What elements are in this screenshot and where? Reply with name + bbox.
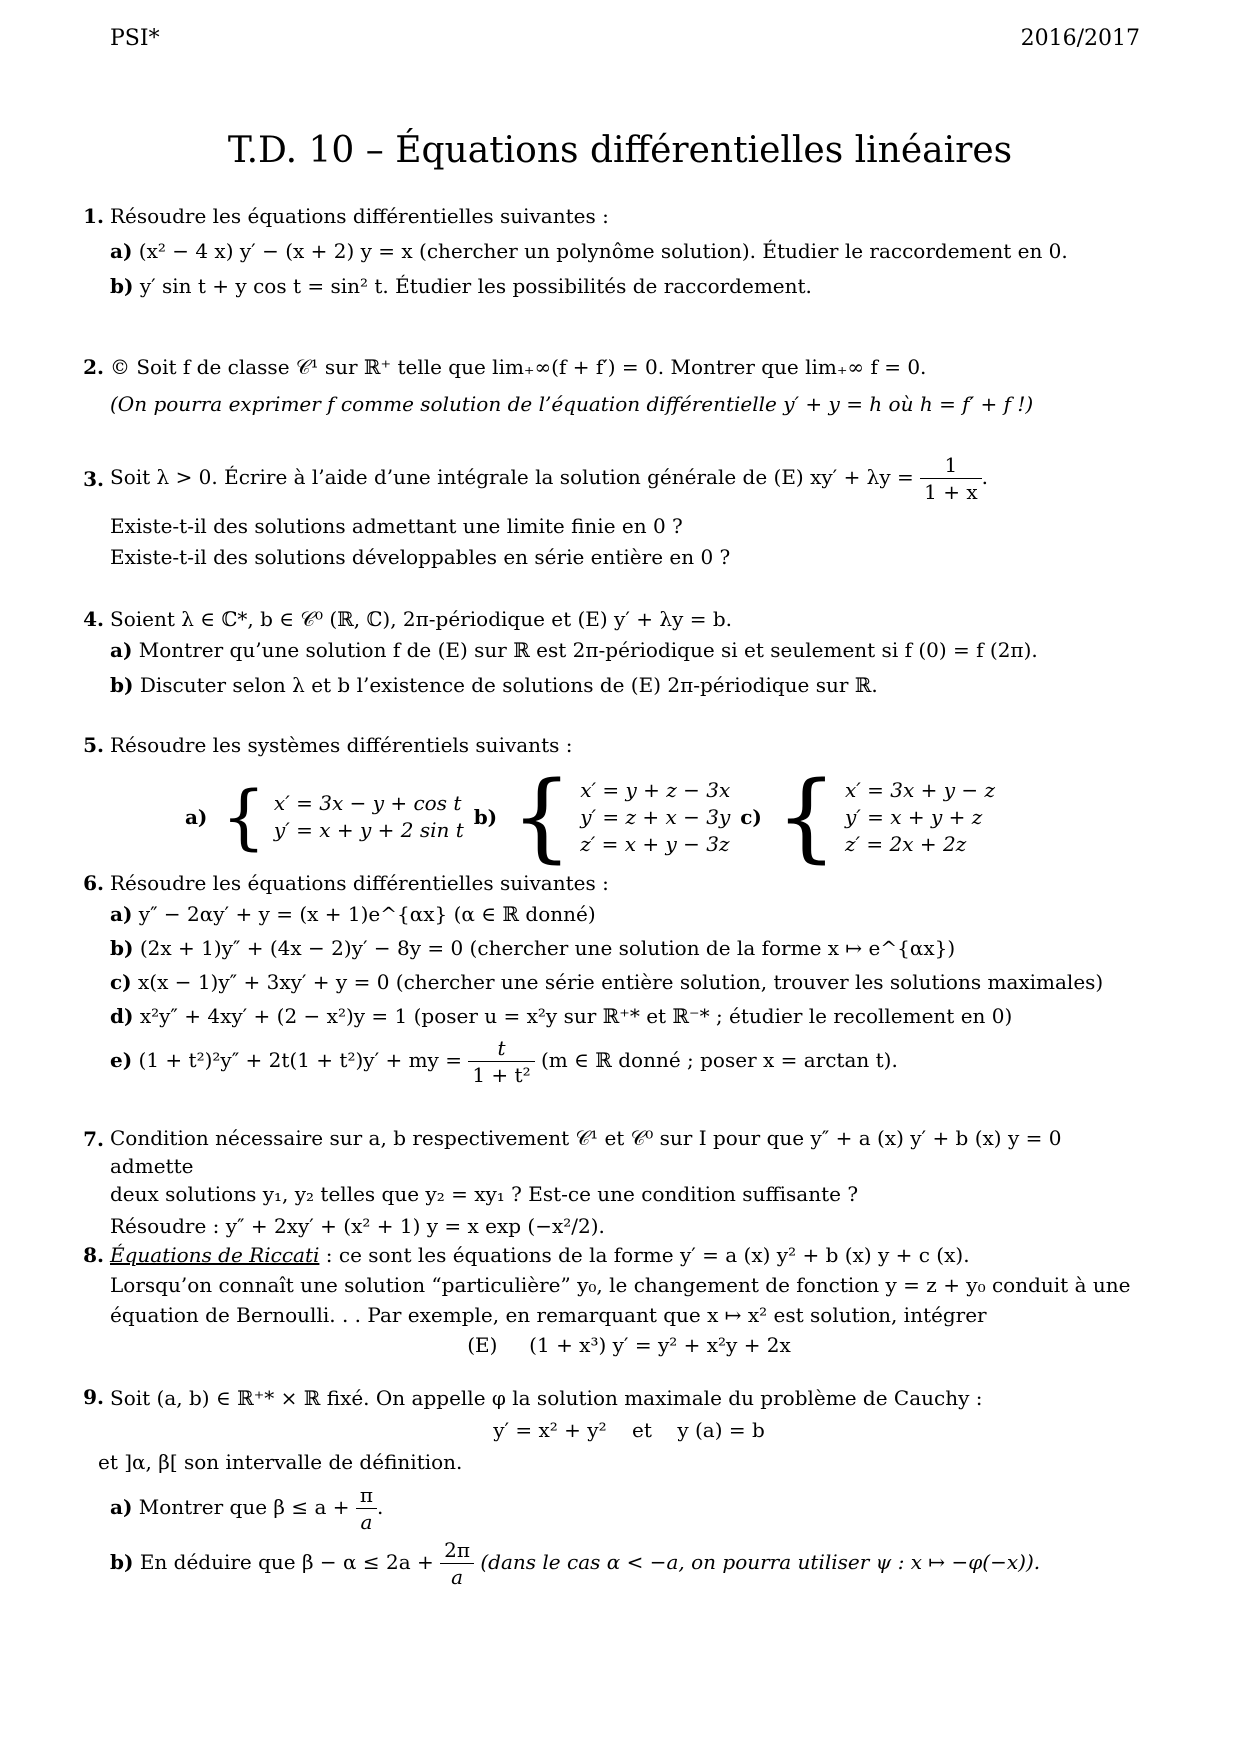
exercise-part-a: [110, 236, 1148, 267]
exercise-8: [78, 1240, 1148, 1360]
exercise-number: 2.: [83, 355, 104, 379]
exercise-question: Existe-t-il des solutions développables en série entière en 0 ?: [110, 545, 731, 569]
part-text: x²y″ + 4xy′ + (2 − x²)y = 1 (poser u = x²y sur ℝ⁺* et ℝ⁻* ; étudier le recollement en 0): [139, 1004, 1013, 1028]
part-label: e): [110, 1048, 133, 1072]
exercise-part-b: [110, 670, 1148, 701]
exercise-question: Existe-t-il des solutions admettant une limite finie en 0 ?: [110, 514, 683, 538]
left-brace-icon: {: [221, 776, 266, 858]
part-text: y′ sin t + y cos t = sin² t. Étudier les possibilités de raccordement.: [139, 274, 812, 298]
exercise-statement: équation de Bernoulli. . . Par exemple, en remarquant que x ↦ x² est solution, intégrer: [110, 1303, 987, 1327]
fraction: [440, 1537, 474, 1590]
exercise-statement: Lorsqu’on connaît une solution “particulière” y₀, le changement de fonction y = z + y₀ conduit à une: [110, 1273, 1131, 1297]
exercise-statement: Soit (a, b) ∈ ℝ⁺* × ℝ fixé. On appelle φ la solution maximale du problème de Cauchy :: [110, 1386, 983, 1410]
exercise-3: [78, 452, 1148, 573]
part-text: Discuter selon λ et b l’existence de solutions de (E) 2π-périodique sur ℝ.: [139, 673, 878, 697]
exercise-2: [78, 352, 1148, 420]
exercise-statement: © Soit f de classe 𝒞¹ sur ℝ⁺ telle que lim₊∞(f + f′) = 0. Montrer que lim₊∞ f = 0.: [110, 355, 927, 379]
exercise-9: [78, 1382, 1148, 1590]
exercise-intro: Résoudre les équations différentielles suivantes :: [110, 204, 609, 228]
fraction-denominator: 1 + t²: [472, 1063, 531, 1087]
exercise-statement: et ]α, β[ son intervalle de définition.: [98, 1450, 463, 1474]
exercise-number: 4.: [83, 607, 104, 631]
exercise-part-a: [110, 899, 1148, 930]
system-equation: z′ = x + y − 3z: [580, 831, 730, 856]
part-hint: (dans le cas α < −a, on pourra utiliser ψ : x ↦ −φ(−x)).: [480, 1550, 1041, 1574]
system-equation: y′ = z + x − 3y: [580, 804, 731, 829]
system-label: b): [473, 804, 498, 829]
header-year: 2016/2017: [1020, 26, 1140, 51]
exercise-number: 3.: [83, 467, 104, 491]
exercise-intro: Résoudre les systèmes différentiels suivants :: [110, 733, 573, 757]
exercise-5: [78, 730, 1148, 873]
exercise-statement: Soit λ > 0. Écrire à l’aide d’une intégrale la solution générale de (E) xy′ + λy = $\frac{1}{1 + x}$ .: [110, 453, 988, 504]
exercise-equation: (E) (1 + x³) y′ = y² + x²y + 2x: [467, 1333, 791, 1357]
exercise-part-b: [110, 271, 1148, 302]
fraction-denominator: a: [360, 1510, 373, 1534]
fraction-numerator: 1: [920, 452, 981, 479]
part-label: a): [110, 1495, 133, 1519]
part-label: c): [110, 970, 132, 994]
exercise-intro: Soient λ ∈ ℂ*, b ∈ 𝒞⁰ (ℝ, ℂ), 2π-périodique et (E) y′ + λy = b.: [110, 607, 732, 631]
systems-row: [180, 761, 1000, 873]
exercise-part-d: [110, 1001, 1148, 1032]
fraction-numerator: 2π: [440, 1537, 474, 1564]
exercise-intro: Résoudre les équations différentielles suivantes :: [110, 871, 609, 895]
part-text: y″ − 2αy′ + y = (x + 1)e^{αx} (α ∈ ℝ donné): [138, 902, 596, 926]
system-label: c): [740, 804, 762, 829]
exercise-4: [78, 604, 1148, 701]
exercise-number: 8.: [83, 1243, 104, 1267]
part-label: a): [110, 239, 133, 263]
exercise-6: [78, 868, 1148, 1088]
system-a: [185, 769, 464, 865]
part-label: a): [110, 902, 133, 926]
exercise-number: 5.: [83, 733, 104, 757]
fraction-denominator: 1 + x: [924, 480, 978, 504]
exercise-number: 7.: [83, 1127, 104, 1151]
exercise-part-a: [110, 635, 1148, 666]
fraction: [920, 452, 981, 505]
fraction: [468, 1035, 534, 1088]
page-title: T.D. 10 – Équations différentielles linéaires: [227, 130, 1013, 171]
exercise-title: Équations de Riccati: [110, 1243, 320, 1267]
exercise-part-b: [110, 933, 1148, 964]
system-equation: x′ = 3x + y − z: [844, 777, 996, 802]
system-equation: z′ = 2x + 2z: [844, 831, 967, 856]
part-label: b): [110, 274, 134, 298]
fraction-numerator: π: [356, 1482, 377, 1509]
system-label: a): [184, 804, 208, 829]
exercise-hint: (On pourra exprimer f comme solution de l’équation différentielle y′ + y = h où h = f′ + f !): [110, 392, 1034, 416]
part-label: a): [110, 638, 133, 662]
fraction: [356, 1482, 377, 1535]
exercise-number: 6.: [83, 871, 104, 895]
statement-text: Soit λ > 0. Écrire à l’aide d’une intégrale la solution générale de (E) xy′ + λy =: [110, 465, 914, 489]
exercise-1: [78, 201, 1148, 302]
exercise-number: 1.: [83, 204, 104, 228]
fraction-numerator: t: [468, 1035, 534, 1062]
system-b: [473, 761, 731, 873]
part-text: Montrer qu’une solution f de (E) sur ℝ est 2π-périodique si et seulement si f (0) = f (2π).: [138, 638, 1038, 662]
part-text: (1 + t²)²y″ + 2t(1 + t²)y′ + my =: [138, 1048, 462, 1072]
part-label: b): [110, 673, 134, 697]
fraction-denominator: a: [451, 1565, 464, 1589]
part-label: b): [110, 936, 134, 960]
exercise-statement: Résoudre : y″ + 2xy′ + (x² + 1) y = x exp (−x²/2).: [110, 1214, 605, 1238]
exercise-part-e: [110, 1035, 1148, 1088]
system-equation: x′ = y + z − 3x: [580, 777, 731, 802]
part-text: (2x + 1)y″ + (4x − 2)y′ − 8y = 0 (chercher une solution de la forme x ↦ e^{αx}): [139, 936, 956, 960]
part-text: (m ∈ ℝ donné ; poser x = arctan t).: [540, 1048, 898, 1072]
exercise-7: [78, 1124, 1148, 1240]
header-class: PSI*: [110, 26, 160, 51]
part-label: b): [110, 1550, 134, 1574]
system-equation: x′ = 3x − y + cos t: [273, 791, 462, 815]
part-text: (x² − 4 x) y′ − (x + 2) y = x (chercher un polynôme solution). Étudier le raccordement en 0.: [138, 239, 1068, 263]
exercise-statement: Condition nécessaire sur a, b respectivement 𝒞¹ et 𝒞⁰ sur I pour que y″ + a (x) y′ + b (x) y = 0 admette: [110, 1126, 1062, 1178]
part-text: En déduire que β − α ≤ 2a +: [139, 1550, 434, 1574]
left-brace-icon: {: [775, 761, 837, 873]
system-c: [740, 761, 996, 873]
exercise-statement: [110, 1240, 1148, 1270]
exercise-part-a: a) Montrer que β ≤ a + $\frac{\pi}{a}$ .: [110, 1483, 384, 1534]
exercise-equation: y′ = x² + y² et y (a) = b: [493, 1418, 765, 1442]
exercise-part-c: [110, 967, 1148, 998]
system-equation: y′ = x + y + z: [844, 804, 983, 829]
exercise-statement: deux solutions y₁, y₂ telles que y₂ = xy₁ ? Est-ce une condition suffisante ?: [110, 1182, 859, 1206]
exercise-part-b: [110, 1537, 1148, 1590]
statement-text: : ce sont les équations de la forme y′ = a (x) y² + b (x) y + c (x).: [325, 1243, 970, 1267]
left-brace-icon: {: [511, 761, 573, 873]
part-label: d): [110, 1004, 134, 1028]
exercise-number: 9.: [83, 1385, 104, 1409]
system-equation: y′ = x + y + 2 sin t: [273, 818, 464, 842]
part-text: Montrer que β ≤ a +: [138, 1495, 350, 1519]
part-text: x(x − 1)y″ + 3xy′ + y = 0 (chercher une série entière solution, trouver les solutions maximales): [138, 970, 1104, 994]
